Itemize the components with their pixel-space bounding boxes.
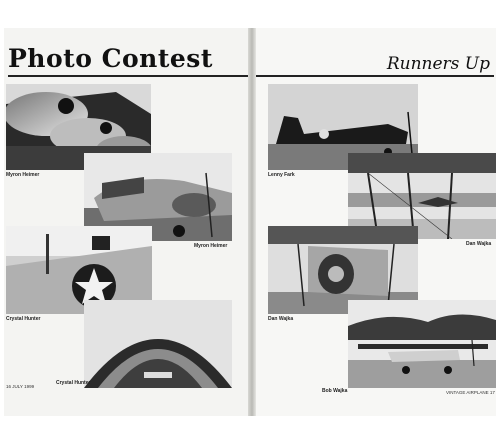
photo-caption: Lenny Fark — [268, 172, 295, 178]
page-folio-left: 16 JULY 1999 — [6, 384, 35, 389]
title-rule-right — [256, 75, 494, 77]
page-folio-right: VINTAGE AIRPLANE 17 — [446, 390, 495, 395]
photo-caption: Bob Wajka — [322, 388, 348, 394]
photo-caption: Myron Heimer — [6, 172, 40, 178]
photo-caption: Dan Wajka — [268, 316, 294, 322]
title-rule-left — [8, 75, 248, 77]
page-gutter — [248, 28, 256, 416]
page-title: Photo Contest — [8, 44, 213, 73]
photo-curved-metal — [84, 300, 232, 388]
photo-caption: Crystal Hunter — [6, 316, 41, 322]
photo-caption: Dan Wajka — [466, 241, 492, 247]
photo-caption: Myron Heimer — [194, 243, 228, 249]
section-title: Runners Up — [386, 54, 490, 74]
photo-caption: Crystal Hunter — [56, 380, 91, 386]
photo-light-aircraft — [348, 300, 496, 388]
